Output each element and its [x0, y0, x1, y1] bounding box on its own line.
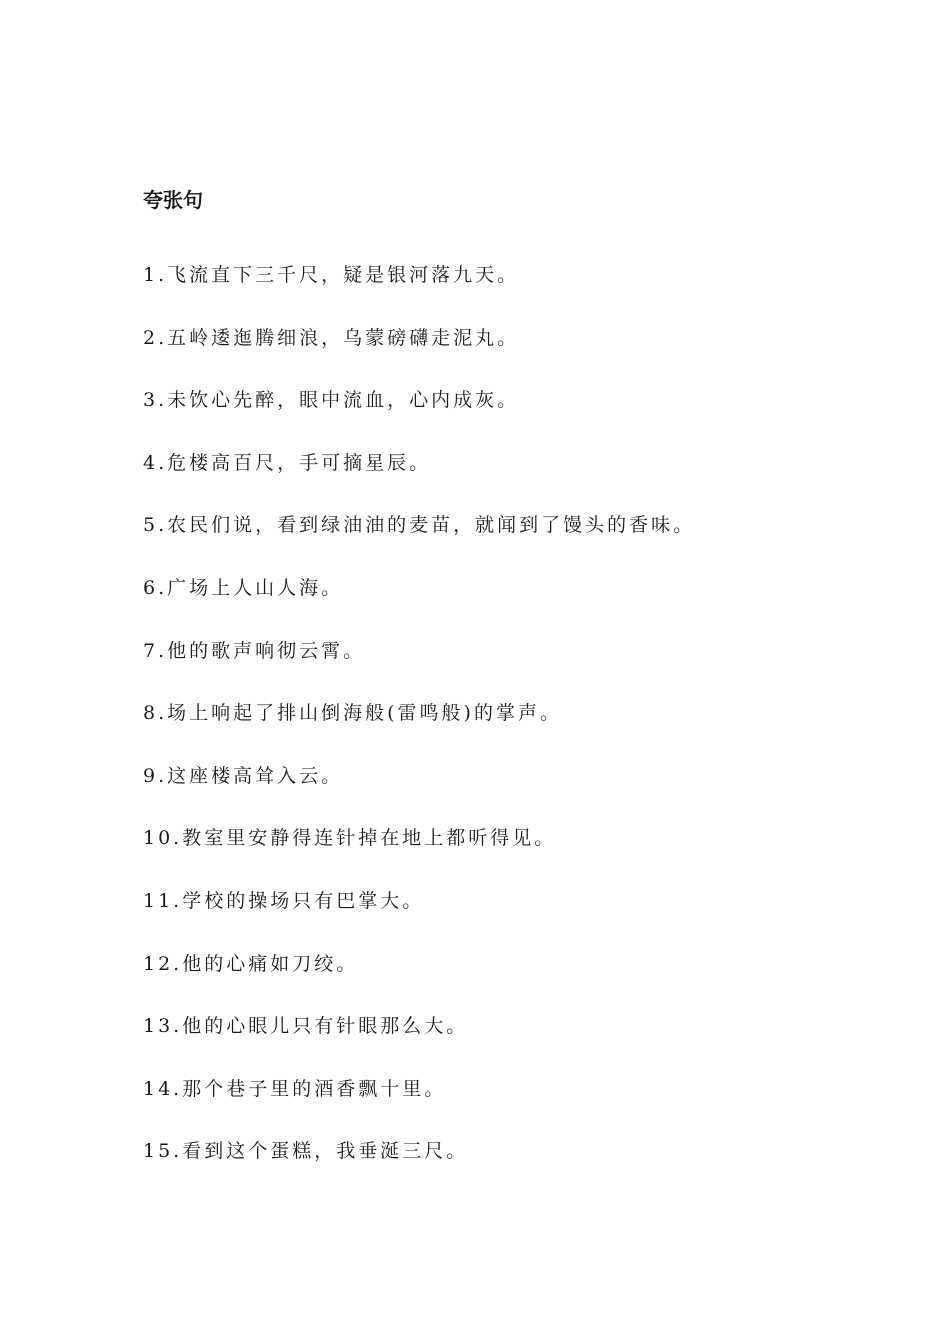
- list-item: 4.危楼高百尺，手可摘星辰。: [143, 451, 432, 474]
- list-item: 6.广场上人山人海。: [143, 576, 344, 599]
- document-title: 夸张句: [143, 188, 203, 212]
- list-item: 10.教室里安静得连针掉在地上都听得见。: [143, 827, 557, 850]
- list-item: 7.他的歌声响彻云霄。: [143, 639, 366, 662]
- list-item: 9.这座楼高耸入云。: [143, 764, 344, 787]
- list-item: 11.学校的操场只有巴掌大。: [143, 889, 425, 912]
- list-item: 12.他的心痛如刀绞。: [143, 952, 359, 975]
- list-item: 3.未饮心先醉，眼中流血，心内成灰。: [143, 389, 520, 412]
- list-item: 14.那个巷子里的酒香飘十里。: [143, 1077, 447, 1100]
- list-item: 5.农民们说，看到绿油油的麦苗，就闻到了馒头的香味。: [143, 514, 696, 537]
- sentence-list: [143, 258, 695, 1197]
- list-item: 2.五岭逶迤腾细浪，乌蒙磅礴走泥丸。: [143, 326, 520, 349]
- list-item: 15.看到这个蛋糕，我垂涎三尺。: [143, 1140, 469, 1163]
- list-item: 1.飞流直下三千尺，疑是银河落九天。: [143, 264, 520, 286]
- list-item: 8.场上响起了排山倒海般(雷鸣般)的掌声。: [143, 702, 562, 725]
- list-item: 13.他的心眼儿只有针眼那么大。: [143, 1015, 469, 1038]
